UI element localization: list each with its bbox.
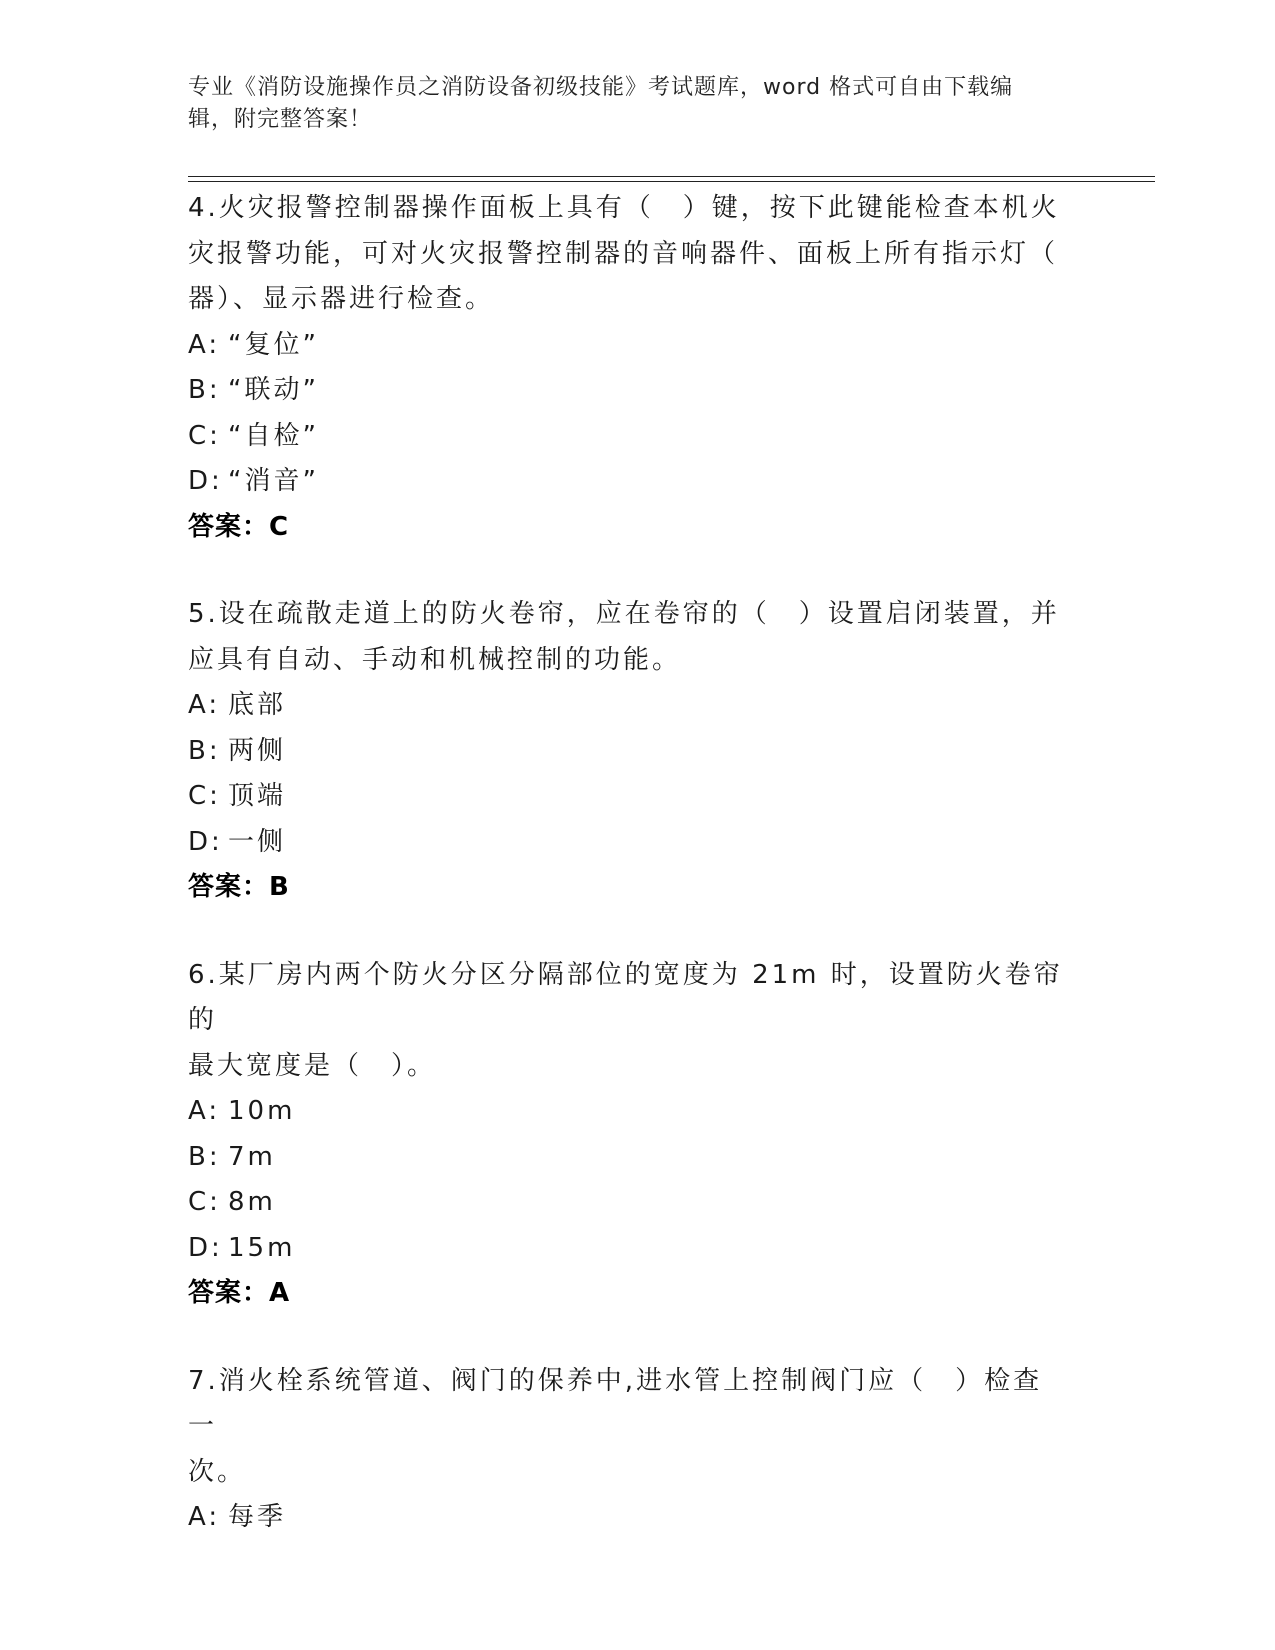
option-a <box>188 1089 1068 1135</box>
option-letter: C: <box>188 1187 221 1217</box>
option-letter: A: <box>188 1502 221 1532</box>
document-header <box>188 72 1068 136</box>
option-text: 每季 <box>228 1502 287 1532</box>
option-letter: B: <box>188 375 221 405</box>
option-letter: D: <box>188 1232 223 1263</box>
option-text: “消音” <box>228 466 319 496</box>
option-letter: C: <box>188 420 221 451</box>
option-letter: A: <box>188 1096 221 1126</box>
header-line-1: 专业《消防设施操作员之消防设备初级技能》考试题库，word 格式可自由下载编 <box>188 75 1014 100</box>
option-letter: B: <box>188 1141 221 1172</box>
header-divider-bottom <box>188 181 1155 182</box>
option-text: 两侧 <box>228 735 287 766</box>
option-text: 顶端 <box>228 781 287 811</box>
option-text: “联动” <box>228 375 319 405</box>
option-b <box>188 1135 1068 1181</box>
option-letter: B: <box>188 735 221 766</box>
option-text: 8m <box>228 1187 276 1217</box>
question-stem-line: 器）、显示器进行检查。 <box>188 284 495 314</box>
answer-line: 答案：B <box>188 872 290 902</box>
option-c <box>188 414 1068 460</box>
option-letter: D: <box>188 826 223 857</box>
option-d <box>188 459 1068 505</box>
option-text: 底部 <box>228 690 287 720</box>
option-d <box>188 1226 1068 1272</box>
option-letter: A: <box>188 690 221 720</box>
question-stem-line: 6.某厂房内两个防火分区分隔部位的宽度为 21m 时，设置防火卷帘的 <box>188 959 1063 1035</box>
option-text: “自检” <box>228 420 319 451</box>
question-stem-line: 应具有自动、手动和机械控制的功能。 <box>188 644 682 675</box>
option-text: 15m <box>228 1232 296 1263</box>
question-list <box>188 186 1068 1583</box>
question-stem-line: 4.火灾报警控制器操作面板上具有（ ）键，按下此键能检查本机火 <box>188 193 1060 223</box>
option-text: 7m <box>228 1141 276 1172</box>
option-text: “复位” <box>228 329 319 360</box>
option-letter: C: <box>188 781 221 811</box>
option-a <box>188 323 1068 369</box>
option-letter: A: <box>188 329 221 360</box>
option-a <box>188 683 1068 729</box>
option-text: 一侧 <box>228 826 287 857</box>
header-line-2: 辑，附完整答案！ <box>188 107 373 132</box>
question-item <box>188 1359 1068 1541</box>
option-b <box>188 368 1068 414</box>
option-a <box>188 1495 1068 1541</box>
option-c <box>188 1180 1068 1226</box>
answer-line: 答案：C <box>188 511 290 542</box>
question-stem-line: 7.消火栓系统管道、阀门的保养中,进水管上控制阀门应（ ）检查一 <box>188 1365 1043 1441</box>
answer-line: 答案：A <box>188 1278 291 1308</box>
question-stem-line: 最大宽度是（ ）。 <box>188 1050 437 1081</box>
question-stem-line: 5.设在疏散走道上的防火卷帘，应在卷帘的（ ）设置启闭装置，并 <box>188 599 1060 629</box>
question-stem-line: 灾报警功能，可对火灾报警控制器的音响器件、面板上所有指示灯（ <box>188 238 1059 269</box>
option-d <box>188 820 1068 866</box>
option-letter: D: <box>188 466 223 496</box>
header-divider-top <box>188 176 1155 177</box>
option-text: 10m <box>228 1096 296 1126</box>
option-c <box>188 774 1068 820</box>
question-item <box>188 592 1068 911</box>
question-item <box>188 186 1068 550</box>
question-item <box>188 953 1068 1317</box>
option-b <box>188 729 1068 775</box>
question-stem-line: 次。 <box>188 1456 247 1487</box>
